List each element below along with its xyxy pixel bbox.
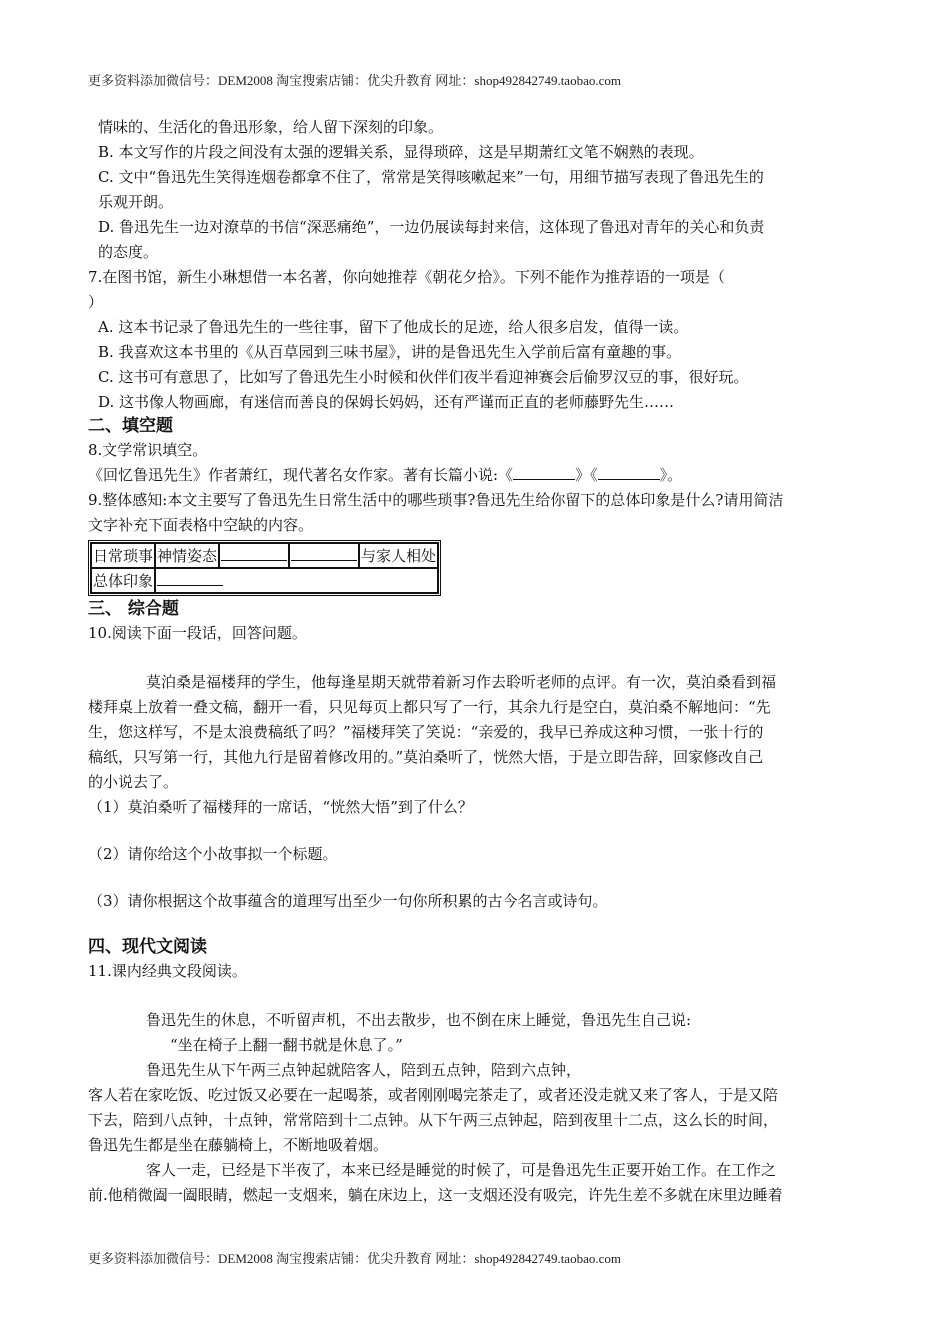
- q6-option-d-line1: D. 鲁迅先生一边对潦草的书信“深恶痛绝”，一边仍展读每封来信，这体现了鲁迅对青年的关心和负责: [98, 218, 765, 236]
- q10-sub-question-3: （3）请你根据这个故事蕴含的道理写出至少一句你所积累的古今名言或诗句。: [88, 892, 608, 910]
- q10-stem: 10.阅读下面一段话，回答问题。: [88, 624, 307, 642]
- table-cell: 神情姿态: [155, 543, 219, 568]
- table-cell: 总体印象: [91, 568, 155, 593]
- q8-stem: 8.文学常识填空。: [88, 441, 208, 459]
- table-cell-blank[interactable]: [219, 543, 289, 568]
- q10-passage-line1: 莫泊桑是福楼拜的学生，他每逢星期天就带着新习作去聆听老师的点评。有一次，莫泊桑看到福: [146, 673, 777, 691]
- q10-sub-question-1: （1）莫泊桑听了福楼拜的一席话，“恍然大悟”到了什么？: [88, 798, 473, 816]
- q6-option-c-line2: 乐观开朗。: [98, 193, 174, 211]
- page-footer: 更多资料添加微信号：DEM2008 淘宝搜索店铺：优尖升教育 网址：shop492842749.taobao.com: [88, 1251, 621, 1266]
- q6-option-a-cont: 情味的、生活化的鲁迅形象，给人留下深刻的印象。: [98, 118, 444, 136]
- table-row: [91, 543, 438, 568]
- table-row: [91, 568, 438, 593]
- q7-option-d: D. 这书像人物画廊，有迷信而善良的保姆长妈妈，还有严谨而正直的老师藤野先生……: [98, 393, 675, 411]
- q11-passage-line2: “坐在椅子上翻一翻书就是休息了。”: [170, 1036, 403, 1054]
- q7-option-a: A. 这本书记录了鲁迅先生的一些往事，留下了他成长的足迹，给人很多启发，值得一读。: [98, 318, 689, 336]
- q11-passage-line7: 客人一走，已经是下半夜了，本来已经是睡觉的时候了，可是鲁迅先生正要开始工作。在工作之: [146, 1161, 777, 1179]
- section-heading-modern-reading: 四、现代文阅读: [88, 937, 207, 957]
- q8-line: [88, 463, 868, 488]
- q9-stem-line2: 文字补充下面表格中空缺的内容。: [88, 516, 314, 534]
- q8-blank-2[interactable]: [598, 463, 660, 480]
- q11-passage-line3: 鲁迅先生从下午两三点钟起就陪客人，陪到五点钟，陪到六点钟，: [146, 1061, 582, 1079]
- q10-passage-line2: 楼拜桌上放着一叠文稿，翻开一看，只见每页上都只写了一行，其余九行是空白，莫泊桑不解地问：“先: [88, 698, 771, 716]
- section-heading-comprehensive: 三、 综合题: [88, 599, 179, 619]
- q7-option-b: B. 我喜欢这本书里的《从百草园到三味书屋》，讲的是鲁迅先生入学前后富有童趣的事。: [98, 343, 682, 361]
- q11-passage-line1: 鲁迅先生的休息，不听留声机，不出去散步，也不倒在床上睡觉，鲁迅先生自己说:: [146, 1011, 692, 1029]
- q7-option-c: C. 这书可有意思了，比如写了鲁迅先生小时候和伙伴们夜半看迎神赛会后偷罗汉豆的事，很好玩。: [98, 368, 749, 386]
- q11-passage-line5: 下去，陪到八点钟，十点钟，常常陪到十二点钟。从下午两三点钟起，陪到夜里十二点，这么长的时间，: [88, 1111, 779, 1129]
- q11-stem: 11.课内经典文段阅读。: [88, 962, 247, 980]
- q7-stem-line1: 7.在图书馆，新生小琳想借一本名著，你向她推荐《朝花夕拾》。下列不能作为推荐语的一项是（: [88, 268, 725, 286]
- q8-text-mid: 》《: [575, 466, 598, 484]
- q8-text-pre: 《回忆鲁迅先生》作者萧红，现代著名女作家。著有长篇小说:《: [88, 466, 514, 484]
- q6-option-d-line2: 的态度。: [98, 243, 159, 261]
- section-heading-fill-blank: 二、填空题: [88, 416, 173, 436]
- q10-passage-line4: 稿纸，只写第一行，其他九行是留着修改用的。”莫泊桑听了，恍然大悟，于是立即告辞，回家修改自己: [88, 748, 764, 766]
- page-header: 更多资料添加微信号：DEM2008 淘宝搜索店铺：优尖升教育 网址：shop492842749.taobao.com: [88, 73, 621, 88]
- q10-passage-line5: 的小说去了。: [88, 773, 179, 791]
- table-cell-blank[interactable]: [289, 543, 359, 568]
- q9-stem-line1: 9.整体感知:本文主要写了鲁迅先生日常生活中的哪些琐事?鲁迅先生给你留下的总体印象是什么?请用简洁: [88, 491, 784, 509]
- q11-passage-line6: 鲁迅先生都是坐在藤躺椅上，不断地吸着烟。: [88, 1136, 389, 1154]
- q7-stem-line2: ）: [88, 293, 104, 311]
- q11-passage-line8: 前.他稍微阖一阖眼睛，燃起一支烟来，躺在床边上，这一支烟还没有吸完，许先生差不多就在床里边睡着: [88, 1186, 783, 1204]
- q10-passage-line3: 生，您这样写，不是太浪费稿纸了吗？”福楼拜笑了笑说：“亲爱的，我早已养成这种习惯，一张十行的: [88, 723, 764, 741]
- table-cell-blank[interactable]: [155, 568, 438, 593]
- table-cell: 日常琐事: [91, 543, 155, 568]
- q10-sub-question-2: （2）请你给这个小故事拟一个标题。: [88, 845, 338, 863]
- q8-text-end: 》。: [659, 466, 683, 484]
- q8-blank-1[interactable]: [513, 463, 575, 480]
- table-cell: 与家人相处: [359, 543, 438, 568]
- q6-option-c-line1: C. 文中“鲁迅先生笑得连烟卷都拿不住了，常常是笑得咳嗽起来”一句，用细节描写表现了鲁迅先生的: [98, 168, 764, 186]
- document-body: [88, 115, 868, 1208]
- q6-option-b: B. 本文写作的片段之间没有太强的逻辑关系，显得琐碎，这是早期萧红文笔不娴熟的表现。: [98, 143, 704, 161]
- q11-passage-line4: 客人若在家吃饭、吃过饭又必要在一起喝茶，或者刚刚喝完茶走了，或者还没走就又来了客人，于是又陪: [88, 1086, 779, 1104]
- q9-table: [88, 540, 441, 596]
